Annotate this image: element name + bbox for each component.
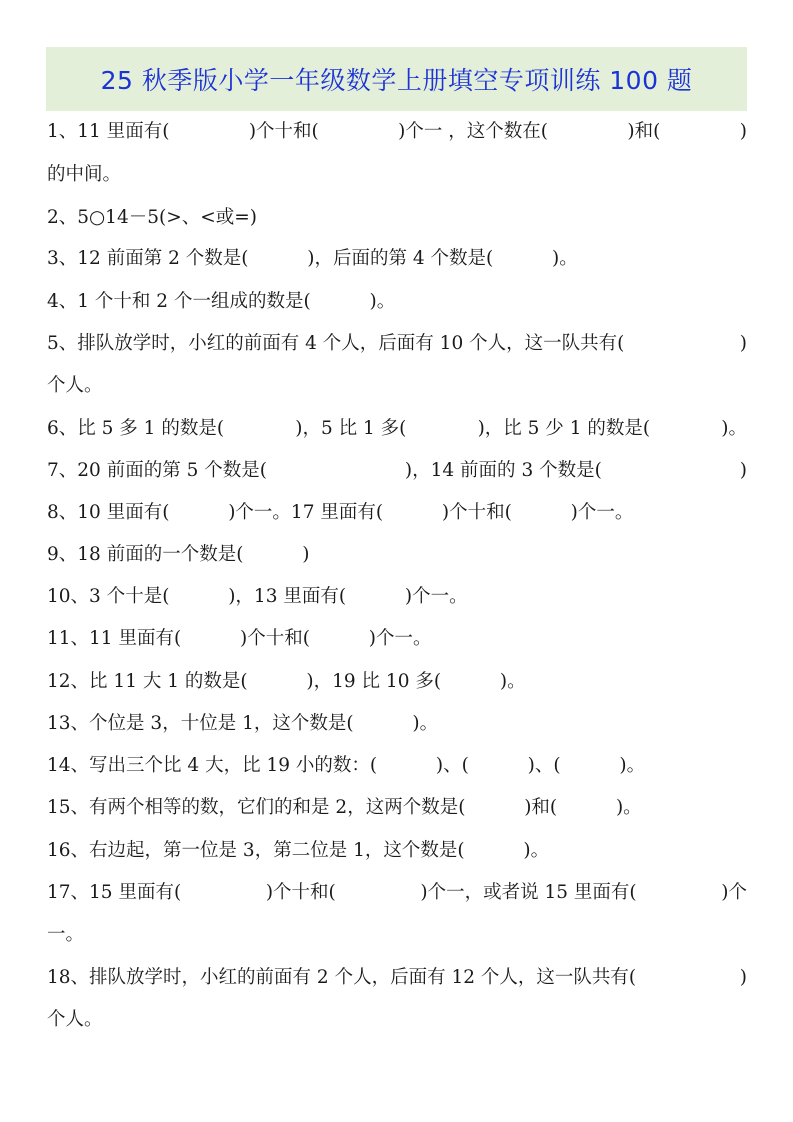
question-line [47,965,747,991]
question-line [47,331,747,357]
question-line [47,119,747,145]
question-segment: 6、比 5 多 1 的数是( [47,418,225,439]
question-segment: )，比 5 少 1 的数是( [477,418,651,439]
question-segment: 17、15 里面有( [47,882,182,903]
question-segment: ) [739,333,747,354]
question-segment: ) [739,460,747,481]
question-line: 15、有两个相等的数，它们的和是 2，这两个数是( )和( )。 [47,797,642,818]
question-line [47,458,747,484]
question-line: 个人。 [47,1009,103,1030]
question-segment: )和( [627,121,661,142]
question-segment: 5、排队放学时，小红的前面有 4 个人，后面有 10 个人，这一队共有( [47,333,625,354]
question-line: 3、12 前面第 2 个数是( )，后面的第 4 个数是( )。 [47,248,578,269]
question-segment: )个一，或者说 15 里面有( [420,882,637,903]
question-line: 12、比 11 大 1 的数是( )，19 比 10 多( )。 [47,671,526,692]
question-line [47,880,747,906]
question-segment: )个 [721,882,747,903]
question-line: 一。 [47,924,85,945]
question-line: 4、1 个十和 2 个一组成的数是( )。 [47,291,396,312]
page-title: 25 秋季版小学一年级数学上册填空专项训练 100 题 [100,66,693,95]
question-segment: )，14 前面的 3 个数是( [404,460,602,481]
question-line: 16、右边起，第一位是 3，第二位是 1，这个数是( )。 [47,840,550,861]
question-segment: 1、11 里面有( [47,121,170,142]
question-segment: 7、20 前面的第 5 个数是( [47,460,267,481]
question-segment: )个十和( [265,882,336,903]
question-segment: )个一 ，这个数在( [398,121,548,142]
question-segment: )。 [721,418,747,439]
question-line: 14、写出三个比 4 大，比 19 小的数：( )、( )、( )。 [47,755,646,776]
question-segment: )，5 比 1 多( [295,418,407,439]
question-line: 2、5○14－5(>、<或=) [47,207,257,228]
question-line: 的中间。 [47,164,122,185]
question-line [47,416,747,442]
title-banner [46,47,747,111]
question-segment: ) [739,967,747,988]
question-line: 9、18 前面的一个数是( ) [47,544,310,565]
question-line: 8、10 里面有( )个一。17 里面有( )个十和( )个一。 [47,502,634,523]
question-line: 11、11 里面有( )个十和( )个一。 [47,628,432,649]
question-line: 10、3 个十是( )，13 里面有( )个一。 [47,586,468,607]
question-segment: 18、排队放学时，小红的前面有 2 个人，后面有 12 个人，这一队共有( [47,967,637,988]
question-line: 13、个位是 3，十位是 1，这个数是( )。 [47,713,439,734]
question-segment: )个十和( [248,121,319,142]
question-segment: ) [739,121,747,142]
question-line: 个人。 [47,375,103,396]
